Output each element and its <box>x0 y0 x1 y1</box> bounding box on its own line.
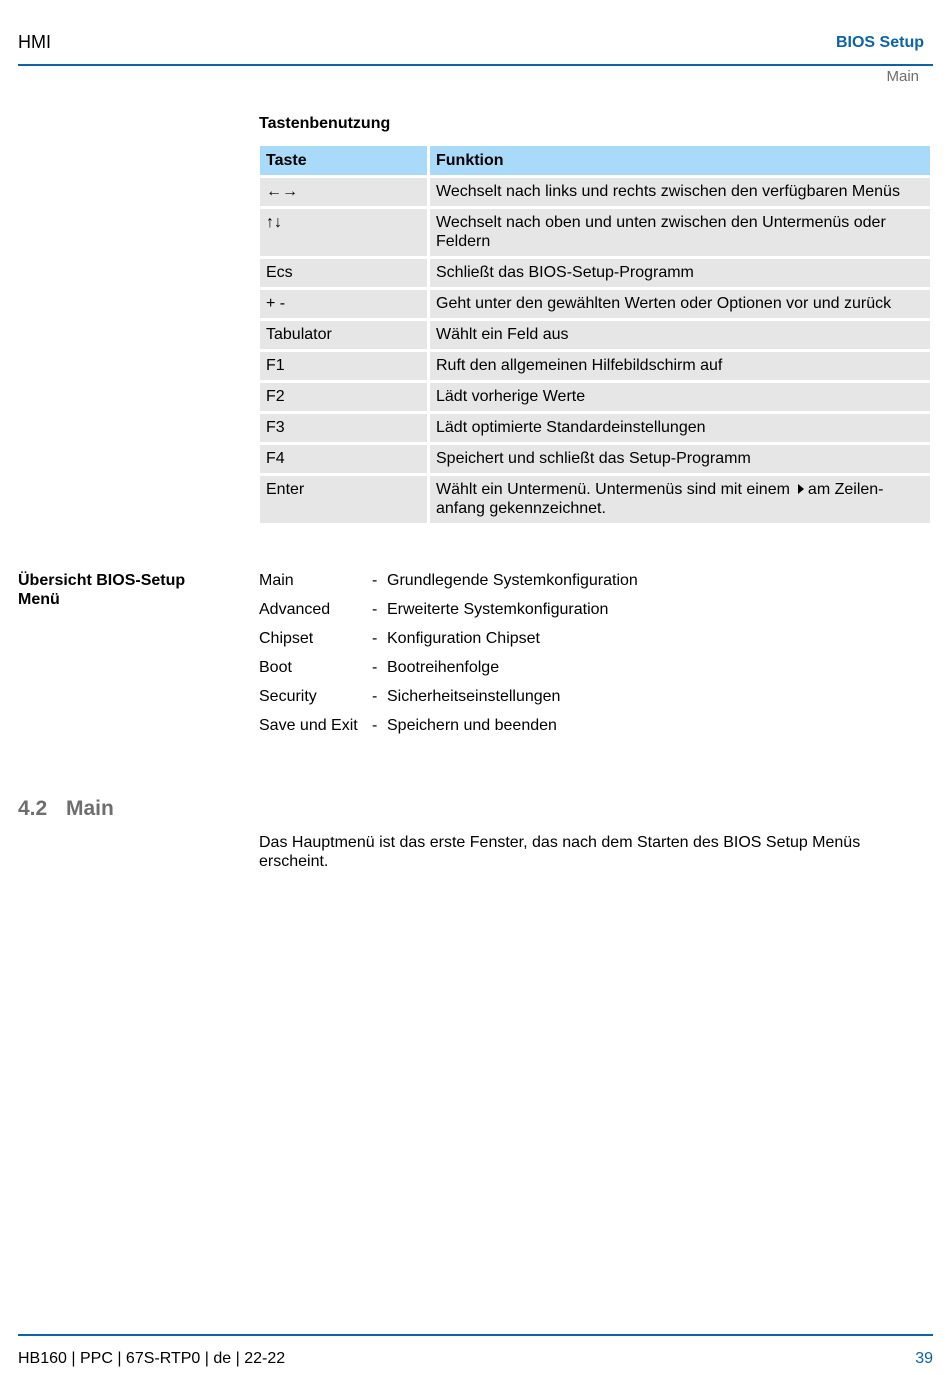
keys-table <box>257 143 933 526</box>
separator-dash: - <box>372 717 378 734</box>
separator-dash: - <box>372 630 378 647</box>
menu-description: Konfiguration Chipset <box>387 630 540 647</box>
function-text-after: am Zeilenanfang gekennzeichnet. <box>436 481 884 517</box>
list-item <box>259 657 638 686</box>
header-divider <box>18 64 933 66</box>
menu-description: Grundlegende Systemkonfiguration <box>387 572 638 589</box>
section-body: Das Hauptmenü ist das erste Fenster, das nach dem Starten des BIOS Setup Menüs erscheint. <box>259 834 861 870</box>
page-number: 39 <box>915 1350 933 1367</box>
key-cell: Enter <box>260 476 427 523</box>
overview-list <box>259 570 638 744</box>
key-cell: Tabulator <box>260 321 427 349</box>
function-cell: Ruft den allgemeinen Hilfebildschirm auf <box>430 352 930 380</box>
column-header-key: Taste <box>260 146 427 175</box>
table-header-row <box>260 146 930 175</box>
key-cell: F3 <box>260 414 427 442</box>
list-item <box>259 715 638 744</box>
section-number: 4.2 <box>18 797 48 820</box>
list-item <box>259 628 638 657</box>
menu-name: Main <box>259 572 294 589</box>
key-cell: F2 <box>260 383 427 411</box>
key-cell: + - <box>260 290 427 318</box>
list-item <box>259 599 638 628</box>
separator-dash: - <box>372 572 378 589</box>
menu-name: Advanced <box>259 601 331 618</box>
function-cell: Speichert und schließt das Setup-Programm <box>430 445 930 473</box>
list-item <box>259 570 638 599</box>
keys-table-title: Tastenbenutzung <box>259 115 391 132</box>
menu-name: Save und Exit <box>259 717 358 734</box>
key-cell: F1 <box>260 352 427 380</box>
submenu-triangle-icon <box>798 484 804 494</box>
overview-title: Übersicht BIOS-Setup Menü <box>18 572 186 608</box>
table-row <box>260 321 930 349</box>
function-cell: Wechselt nach links und rechts zwischen den verfügbaren Menüs <box>430 178 930 206</box>
header-section: BIOS Setup <box>835 34 924 51</box>
header-chapter: HMI <box>18 32 51 52</box>
menu-name: Security <box>259 688 317 705</box>
function-cell: Geht unter den gewählten Werten oder Optionen vor und zurück <box>430 290 930 318</box>
function-cell: Wechselt nach oben und unten zwischen den Untermenüs oder Feldern <box>430 209 930 256</box>
function-cell: Lädt optimierte Standardeinstellungen <box>430 414 930 442</box>
function-cell: Wählt ein Feld aus <box>430 321 930 349</box>
key-cell: ↑↓ <box>260 209 427 256</box>
table-row <box>260 209 930 256</box>
table-row <box>260 383 930 411</box>
menu-description: Bootreihenfolge <box>387 659 500 676</box>
menu-name: Boot <box>259 659 292 676</box>
table-row <box>260 445 930 473</box>
separator-dash: - <box>372 688 378 705</box>
function-cell: Lädt vorherige Werte <box>430 383 930 411</box>
table-row <box>260 259 930 287</box>
footer-divider <box>18 1334 933 1336</box>
section-heading <box>18 797 114 821</box>
table-row <box>260 352 930 380</box>
function-text-before: Wählt ein Untermenü. Untermenüs sind mit einem <box>436 481 790 498</box>
list-item <box>259 686 638 715</box>
menu-description: Speichern und beenden <box>387 717 557 734</box>
key-cell: ←→ <box>260 178 427 206</box>
key-cell: F4 <box>260 445 427 473</box>
table-row <box>260 476 930 523</box>
function-cell <box>430 476 930 523</box>
header-subsection: Main <box>886 68 919 85</box>
table-row <box>260 414 930 442</box>
menu-description: Sicherheitseinstellungen <box>387 688 561 705</box>
menu-name: Chipset <box>259 630 314 647</box>
separator-dash: - <box>372 601 378 618</box>
column-header-function: Funktion <box>430 146 930 175</box>
menu-description: Erweiterte Systemkonfiguration <box>387 601 609 618</box>
separator-dash: - <box>372 659 378 676</box>
table-row <box>260 178 930 206</box>
section-title: Main <box>66 797 114 820</box>
key-cell: Ecs <box>260 259 427 287</box>
function-cell: Schließt das BIOS-Setup-Programm <box>430 259 930 287</box>
footer-document-id: HB160 | PPC | 67S-RTP0 | de | 22-22 <box>18 1350 286 1367</box>
table-row <box>260 290 930 318</box>
